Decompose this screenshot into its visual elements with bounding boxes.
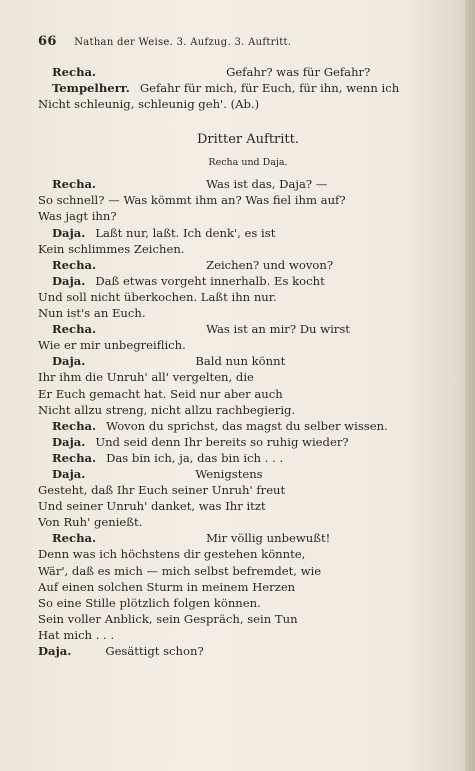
line-text: So schnell? — Was kömmt ihm an? Was fiel ihm auf? bbox=[38, 193, 346, 208]
verse-line bbox=[38, 225, 458, 241]
line-text: Was jagt ihn? bbox=[38, 209, 117, 224]
line-text: Laßt nur, laßt. Ich denk', es ist bbox=[95, 225, 276, 240]
line-text: Was ist das, Daja? — bbox=[206, 177, 328, 192]
scene-persons: Recha und Daja. bbox=[208, 157, 288, 169]
verse-line bbox=[38, 482, 458, 498]
speaker-name: Recha. bbox=[52, 65, 97, 79]
verse-line bbox=[38, 192, 458, 208]
line-text: Von Ruh' genießt. bbox=[38, 515, 143, 530]
line-text: Gesteht, daß Ihr Euch seiner Unruh' freut bbox=[38, 483, 286, 498]
verse-line bbox=[38, 96, 458, 112]
scene-title: Dritter Auftritt. bbox=[196, 132, 300, 148]
verse-line bbox=[38, 434, 458, 450]
verse-line bbox=[38, 257, 458, 273]
line-text: So eine Stille plötzlich folgen können. bbox=[38, 595, 261, 610]
running-title: Nathan der Weise. 3. Aufzug. 3. Auftritt. bbox=[74, 37, 292, 48]
verse-line bbox=[38, 627, 458, 643]
speaker-name: Recha. bbox=[52, 322, 97, 337]
lines-before-scene bbox=[38, 64, 458, 112]
lines-after-scene bbox=[38, 176, 458, 659]
line-text: Und seid denn Ihr bereits so ruhig wieder? bbox=[95, 434, 349, 449]
line-text: Nicht allzu streng, nicht allzu rachbegierig. bbox=[38, 402, 296, 417]
line-text: Daß etwas vorgeht innerhalb. Es kocht bbox=[95, 273, 325, 288]
line-text: Zeichen? und wovon? bbox=[206, 257, 334, 272]
verse-line bbox=[38, 369, 458, 385]
verse-line bbox=[38, 498, 458, 514]
verse-line bbox=[38, 80, 458, 96]
verse-line bbox=[38, 611, 458, 627]
speaker-name: Recha. bbox=[52, 418, 97, 433]
verse-line bbox=[38, 305, 458, 321]
speaker-name: Recha. bbox=[52, 257, 97, 272]
line-text: Und seiner Unruh' danket, was Ihr itzt bbox=[38, 499, 266, 514]
speaker-name: Recha. bbox=[52, 450, 97, 465]
verse-line bbox=[38, 337, 458, 353]
verse-line bbox=[38, 563, 458, 579]
verse-line bbox=[38, 289, 458, 305]
verse-line bbox=[38, 176, 458, 192]
verse-line bbox=[38, 546, 458, 562]
verse-line bbox=[38, 466, 458, 482]
line-text: Nun ist's an Euch. bbox=[38, 306, 146, 321]
verse-line bbox=[38, 450, 458, 466]
text-body bbox=[38, 64, 458, 659]
speaker-name: Daja. bbox=[52, 273, 86, 288]
line-text: Gesättigt schon? bbox=[105, 644, 204, 658]
page-edge bbox=[465, 0, 475, 771]
line-text: Gefahr für mich, für Euch, für ihn, wenn ich bbox=[139, 81, 400, 96]
speaker-name: Daja. bbox=[38, 644, 72, 658]
line-text: Mir völlig unbewußt! bbox=[206, 531, 331, 546]
line-text: Wie er mir unbegreiflich. bbox=[38, 338, 186, 353]
verse-line bbox=[38, 418, 458, 434]
verse-line bbox=[38, 321, 458, 337]
verse-line bbox=[38, 386, 458, 402]
verse-line bbox=[38, 595, 458, 611]
verse-line bbox=[38, 530, 458, 546]
verse-line bbox=[38, 514, 458, 530]
line-text: Er Euch gemacht hat. Seid nur aber auch bbox=[38, 386, 283, 401]
verse-line bbox=[38, 579, 458, 595]
speaker-name: Daja. bbox=[52, 354, 86, 369]
verse-line bbox=[38, 64, 458, 80]
line-text: Kein schlimmes Zeichen. bbox=[38, 241, 185, 256]
verse-line bbox=[38, 273, 458, 289]
line-text: Auf einen solchen Sturm in meinem Herzen bbox=[38, 579, 296, 594]
line-text: Wär', daß es mich — mich selbst befremdet, wie bbox=[38, 563, 322, 578]
line-text: Denn was ich höchstens dir gestehen könnte, bbox=[38, 547, 306, 562]
line-text: Bald nun könnt bbox=[195, 354, 286, 369]
line-text: Und soll nicht überkochen. Laßt ihn nur. bbox=[38, 289, 277, 304]
line-text: Das bin ich, ja, das bin ich . . . bbox=[106, 450, 284, 465]
line-text: Was ist an mir? Du wirst bbox=[206, 322, 350, 337]
speaker-name: Daja. bbox=[52, 434, 86, 449]
line-text: Sein voller Anblick, sein Gespräch, sein Tun bbox=[38, 611, 298, 626]
verse-line bbox=[38, 353, 458, 369]
speaker-name: Recha. bbox=[52, 531, 97, 546]
verse-line bbox=[38, 241, 458, 257]
line-text: Hat mich . . . bbox=[38, 627, 115, 642]
line-text: Wenigstens bbox=[195, 466, 263, 481]
line-text: Nicht schleunig, schleunig geh'. (Ab.) bbox=[38, 97, 260, 112]
verse-line bbox=[38, 208, 458, 224]
page-number: 66 bbox=[38, 34, 57, 49]
verse-line bbox=[38, 643, 458, 659]
verse-line bbox=[38, 402, 458, 418]
line-text: Wovon du sprichst, das magst du selber wissen. bbox=[106, 418, 388, 433]
speaker-name: Daja. bbox=[52, 466, 86, 481]
speaker-name: Recha. bbox=[52, 177, 97, 192]
speaker-name: Daja. bbox=[52, 225, 86, 240]
line-text: Ihr ihm die Unruh' all' vergelten, die bbox=[38, 370, 254, 385]
speaker-name: Tempelherr. bbox=[52, 81, 130, 96]
line-text: Gefahr? was für Gefahr? bbox=[226, 65, 371, 79]
running-header bbox=[38, 34, 438, 52]
